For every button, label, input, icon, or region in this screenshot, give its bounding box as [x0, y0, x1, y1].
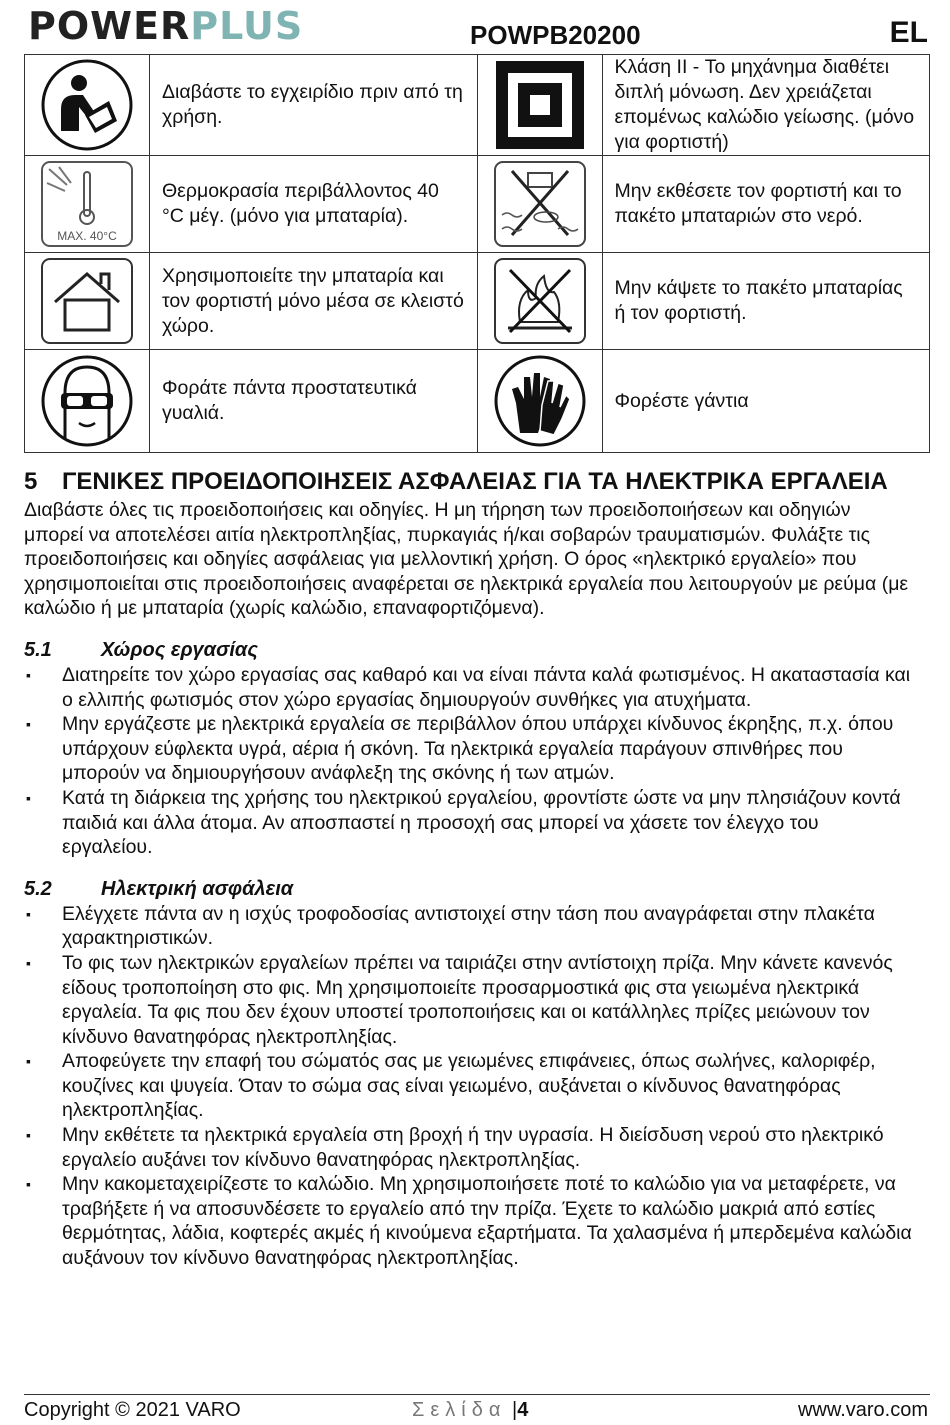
section-number: 5 [24, 468, 38, 495]
read-manual-icon [25, 55, 150, 156]
list-item: ▪ Μην κακομεταχειρίζεστε το καλώδιο. Μη χρησιμοποιήσετε ποτέ το καλώδιο για να μεταφέρετε, να τραβήξετε ή να αποσυνδέσετε το εργαλείο από την πρίζα. Έχετε το καλώδιο μακριά από εστίες θερμότητας, λάδια, κοφτερές ακμές ή κινούμενα εξαρτήματα. Τα χαλασμένα ή μπερδεμένα καλώδια αυξάνουν τον κίνδυνο θανατηφόρας ηλεκτροπληξίας. [24, 1172, 914, 1270]
subsection-number: 5.2 [24, 877, 52, 900]
symbol-text: Φοράτε πάντα προστατευτικά γυαλιά. [150, 350, 478, 453]
list-item: ▪ Το φις των ηλεκτρικών εργαλείων πρέπει να ταιριάζει στην αντίστοιχη πρίζα. Μην κάνετε κανενός είδους τροποποίηση στο φις. Μη χρησιμοποιείτε προσαρμοστικά φις στα γειωμένα ηλεκτρικά εργαλεία. Τα φις που δεν έχουν υποστεί τροποποιήσεις και οι κατάλληλες πρίζες μειώνουν τον κίνδυνο θανατηφόρας ηλεκτροπληξίας. [24, 951, 914, 1049]
content [24, 466, 914, 1271]
brand-part1: POWER [28, 4, 191, 48]
symbols-row [25, 55, 930, 156]
page-footer [24, 1394, 930, 1425]
no-fire-icon [477, 253, 602, 350]
footer-url[interactable]: www.varo.com [797, 1399, 928, 1421]
section-title: ΓΕΝΙΚΕΣ ΠΡΟΕΙΔΟΠΟΙΗΣΕΙΣ ΑΣΦΑΛΕΙΑΣ ΓΙΑ ΤΑ ΗΛΕΚΤΡΙΚΑ ΕΡΓΑΛΕΙΑ [62, 468, 888, 495]
symbols-row [25, 253, 930, 350]
list-item: ▪ Διατηρείτε τον χώρο εργασίας σας καθαρό και να είναι πάντα καλά φωτισμένος. Η ακαταστασία και ο ελλιπής φωτισμός στον χώρο εργασίας δημιουργούν συνθήκες για ατυχήματα. [24, 663, 914, 712]
safety-goggles-icon [25, 350, 150, 453]
section-intro: Διαβάστε όλες τις προειδοποιήσεις και οδηγίες. Η μη τήρηση των προειδοποιήσεων και οδηγιών μπορεί να αποτελέσει αιτία ηλεκτροπληξίας, πυρκαγιάς ή/και σοβαρών τραυματισμών. Φυλάξτε τις προειδοποιήσεις και οδηγίες ασφάλειας για μελλοντική χρήση. Ο όρος «ηλεκτρικό εργαλείο» που χρησιμοποιείται στις προειδοποιήσεις αναφέρεται σε ηλεκτρικά εργαλεία που λειτουργούν με ρεύμα (με καλώδιο ή με μπαταρία (χωρίς καλώδιο, επαναφορτιζόμενα). [24, 499, 909, 620]
list-item: ▪ Κατά τη διάρκεια της χρήσης του ηλεκτρικού εργαλείου, φροντίστε ώστε να μην πλησιάζουν κοντά παιδιά και άλλα άτομα. Αν αποσπαστεί η προσοχή σας μπορεί να χάσετε τον έλεγχο του εργαλείου. [24, 786, 914, 860]
symbol-text: Χρησιμοποιείτε την μπαταρία και τον φορτιστή μόνο μέσα σε κλειστό χώρο. [150, 253, 478, 350]
section-heading [24, 466, 914, 498]
subsection-title: Ηλεκτρική ασφάλεια [101, 877, 294, 900]
page-indicator [412, 1399, 528, 1422]
symbol-text: Θερμοκρασία περιβάλλοντος 40 °C μέγ. (μόνο για μπαταρία). [150, 156, 478, 253]
no-water-icon [477, 156, 602, 253]
brand-part2: PLUS [190, 4, 304, 48]
symbols-table [24, 54, 930, 453]
indoor-use-icon [25, 253, 150, 350]
symbols-row [25, 156, 930, 253]
bullet-list [24, 663, 914, 860]
max-temperature-icon [25, 156, 150, 253]
symbol-text: Μην κάψετε το πακέτο μπαταρίας ή τον φορτιστή. [602, 253, 930, 350]
list-item: ▪ Μην εκθέτετε τα ηλεκτρικά εργαλεία στη βροχή ή την υγρασία. Η διείσδυση νερού στο ηλεκτρικό εργαλείο αυξάνει τον κίνδυνο θανατηφόρας ηλεκτροπληξίας. [24, 1123, 914, 1172]
brand-logo [28, 4, 303, 48]
page-label: Σελίδα [412, 1399, 507, 1421]
page-separator: | [511, 1399, 518, 1421]
symbol-text: Διαβάστε το εγχειρίδιο πριν από τη χρήση. [150, 55, 478, 156]
subsection-number: 5.1 [24, 638, 52, 661]
language-code: EL [889, 16, 928, 49]
page-number: 4 [517, 1399, 529, 1421]
copyright: Copyright © 2021 VARO [24, 1399, 241, 1421]
subsection-heading [24, 637, 914, 663]
symbol-text: Κλάση II - Το μηχάνημα διαθέτει διπλή μόνωση. Δεν χρειάζεται επομένως καλώδιο γείωσης. (μόνο για φορτιστή) [602, 55, 930, 156]
class-ii-icon [477, 55, 602, 156]
subsection-title: Χώρος εργασίας [101, 638, 258, 661]
symbol-text: Μην εκθέσετε τον φορτιστή και το πακέτο μπαταριών στο νερό. [602, 156, 930, 253]
list-item: ▪ Μην εργάζεστε με ηλεκτρικά εργαλεία σε περιβάλλον όπου υπάρχει κίνδυνος έκρηξης, π.χ. όπου υπάρχουν εύφλεκτα υγρά, αέρια ή σκόνη. Τα ηλεκτρικά εργαλεία παράγουν σπινθήρες που μπορούν να δημιουργήσουν ανάφλεξη της σκόνης ή των ατμών. [24, 712, 914, 786]
subsection-heading [24, 876, 914, 902]
symbol-text: Φορέστε γάντια [602, 350, 930, 453]
bullet-list [24, 902, 914, 1271]
list-item: ▪ Ελέγχετε πάντα αν η ισχύς τροφοδοσίας αντιστοιχεί στην τάση που αναγράφεται στην πλακέτα χαρακτηριστικών. [24, 902, 914, 951]
gloves-icon [477, 350, 602, 453]
max-temp-label: MAX. 40°C [57, 229, 117, 243]
list-item: ▪ Αποφεύγετε την επαφή του σώματός σας με γειωμένες επιφάνειες, όπως σωλήνες, καλοριφέρ, κουζίνες και ψυγεία. Όταν το σώμα σας είναι γειωμένο, αυξάνεται ο κίνδυνος θανατηφόρας ηλεκτροπληξίας. [24, 1049, 914, 1123]
model-number: POWPB20200 [470, 20, 641, 50]
symbols-row [25, 350, 930, 453]
